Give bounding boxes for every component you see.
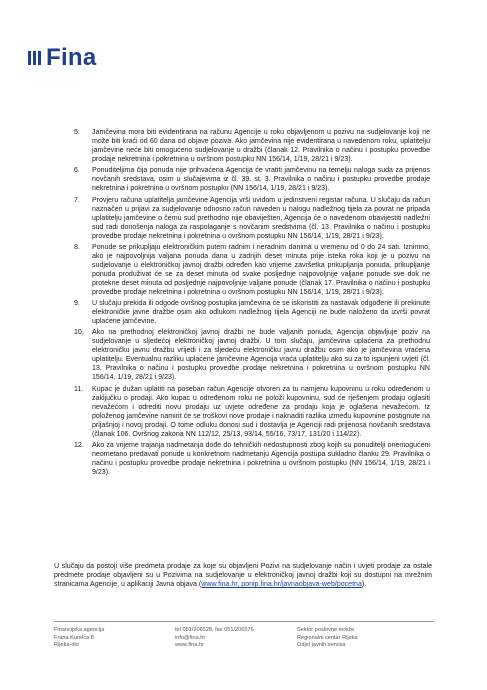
item-number: 6. xyxy=(74,167,80,175)
list-item xyxy=(74,441,430,477)
list-item xyxy=(74,128,430,164)
document-body xyxy=(74,128,430,479)
website-link[interactable]: www.fina.hr, ponip.fina.hr/javnaobjava-web/pocetna xyxy=(201,581,362,589)
logo-bars-icon xyxy=(28,51,41,65)
closing-end: ). xyxy=(361,581,367,589)
item-number: 12. xyxy=(74,442,84,450)
item-number: 8. xyxy=(74,243,80,251)
footer-line: Frana Kurelca 8 xyxy=(54,634,94,641)
list-item xyxy=(74,196,430,241)
item-text: Ako na prethodnoj elektroničkoj javnoj dražbi ne bude valjanih ponuda, Agencija objavljuje poziv na sudjelovanje u sljedećoj elektroničkoj javnoj dražbi. U tom slučaju, jamčevina uplaćena za prethodnu elektroničku javnu dražbu vrijedi i za sljedeću elektroničku javnu dražbu osim ako je jamčevina vraćena uplatitelju. Eventualnu razliku uplaćene jamčevine Agencija vraća uplatitelju ako su za to ispunjeni uvjeti (čl. 13. Pravilnika o načinu i postupku provedbe prodaje nekretnina i pokretnina u ovršnom postupku NN 156/14, 1/19, 28/21 i 9/23). xyxy=(92,329,430,382)
list-item xyxy=(74,385,430,439)
closing-text: U slučaju da postoji više predmeta prodaje za koje su objavljeni Pozivi na sudjelovanje način i uvjeti prodaje za ostale predmete prodaje objavljeni su u Pozivima na sudjelovanje u elektroničkoj javnoj dražbi koji su dostupni na mrežnim stranicama Agencije, u aplikaciji Javna objava ( xyxy=(54,563,432,589)
item-text: Ponuditeljima čija ponuda nije prihvaćena Agencija će vratiti jamčevinu na temelju naloga suda za prijenos novčanih sredstava, osim u slučajevima iz čl. 39. st. 3. Pravilnika o načinu i postupku provedbe prodaje nekretnina i pokretnina u ovršnom postupku (NN 156/14, 1/19, 28/21 i 9/23). xyxy=(92,167,430,193)
fina-logo xyxy=(28,46,97,70)
item-text: Ako za vrijeme trajanja nadmetanja dođe do tehničkih nedostupnosti zbog kojih su ponuditelji onemogućeni neometano predavati ponude u konkretnom nadmetanju Agencija postupa sukladno članku 29. Pravilnika o načinu i postupku provedbe prodaje nekretnina i pokretnina u ovršnom postupku (NN 156/14, 1/19, 28/21 i 9/23). xyxy=(92,442,430,477)
footer-line: Sektor poslovne mreže xyxy=(297,627,355,633)
list-item xyxy=(74,243,430,297)
item-text: Provjeru računa uplatitelja jamčevine Agencija vrši uvidom u jedinstveni registar računa. U slučaju da račun naznačen u prijavi za sudjelovanje odnosno račun naveden u nalogu nadležnog tijela za povrat ne pripada uplatitelju jamčevine o čemu sud prethodno nije obaviješten, Agencija će o navedenom obavijestiti nadležni sud radi donošenja naloga za raspolaganje s novčanim sredstvima (čl. 13. Pravilnika o načinu i postupku provedbe prodaje nekretnina i pokretnina u ovršnom postupku NN 156/14, 1/19, 28/21 i 9/23). xyxy=(92,196,430,240)
closing-paragraph xyxy=(54,562,432,589)
item-number: 11. xyxy=(74,385,84,393)
logo-text: Fina xyxy=(46,44,97,71)
footer-divider xyxy=(54,621,434,622)
item-number: 5. xyxy=(74,129,80,136)
item-number: 9. xyxy=(74,300,80,308)
footer-department xyxy=(297,627,358,650)
footer-email[interactable]: info@fina.hr xyxy=(175,634,206,641)
footer-contact xyxy=(175,627,254,650)
footer-line: tel 051/206528, fax 051/206576 xyxy=(175,627,254,633)
footer-line: Financijska agencija xyxy=(54,627,105,633)
item-number: 7. xyxy=(74,196,80,204)
item-text: Kupac je dužan uplatiti na poseban račun Agencije otvoren za tu namjenu kupovninu u roku određenom u zaključku o prodaji. Ako kupac u određenom roku ne položi kupovninu, sud će rješenjem prodaju oglasiti nevažećom i odrediti novu prodaju uz uvjete određene za prodaju koja je oglašena nevažećom. Iz položenog jamčevine namirit će se troškovi nove prodaje i naknaditi razlika između kupovnine postignute na prijašnjoj i novoj prodaji. O tome odluku donosi sud i dostavlja je Agenciji radi prijenosa novčanih sredstava (članak 106. Ovršnog zakona NN 112/12, 25/13, 93/14, 55/16, 73/17, 131/20 i 114/22). xyxy=(92,385,430,438)
list-item xyxy=(74,328,430,382)
item-number: 10. xyxy=(74,329,84,337)
footer-line: Regionalni centar Rijeka xyxy=(297,634,358,641)
footer-line: Odjel javnih servisa xyxy=(297,642,346,649)
item-text: Jamčevina mora biti evidentirana na računu Agencije u roku objavljenom u pozivu na sudjelovanje koji ne može biti kraći od 60 dana od objave poziva. Ako jamčevina nije evidentirana u navedenom roku, uplatitelju jamčevine neće biti omogućeno sudjelovanje u dražbi (članak 12. Pravilnika o načinu i postupku provedbe prodaje nekretnina i pokretnina u ovršnom postupku NN 156/14, 1/19, 28/21 i 9/23). xyxy=(92,129,430,163)
conditions-list xyxy=(74,128,430,477)
list-item xyxy=(74,166,430,193)
footer-address xyxy=(54,627,104,650)
item-text: Ponude se prikupljaju elektroničkim putem radnim i neradnim danima u vremenu od 0 do 24 sati. Iznimno, ako je najpovoljnija valjana ponuda dana u zadnjih deset minuta prije isteka roka koji je u pozivu na sudjelovanje u elektroničkoj javnoj dražbi određen kao vrijeme završetka prikupljanja ponuda, prikupljanje ponuda produživat će se za deset minuta od svake posljednje najpovoljnije valjane ponude sve dok ne protekne deset minuta od posljednje najpovoljnije valjane ponude (članak 17. Pravilnika o načinu i postupku provedbe prodaje nekretnina i pokretnina u ovršnom postupku NN 156/14, 1/19, 28/21 i 9/23). xyxy=(92,243,430,296)
footer-website[interactable]: www.fina.hr xyxy=(175,642,204,649)
item-text: U slučaju prekida ili odgode ovršnog postupka jamčevina će se iskoristiti za nastavak odgođene ili prekinute elektroničke javne dražbe osim ako odlukom nadležnog tijela Agenciji ne bude naloženo da izvrši povrat uplaćene jamčevine. xyxy=(92,300,430,326)
list-item xyxy=(74,299,430,326)
footer-line: Rijeka-dio xyxy=(54,642,79,649)
